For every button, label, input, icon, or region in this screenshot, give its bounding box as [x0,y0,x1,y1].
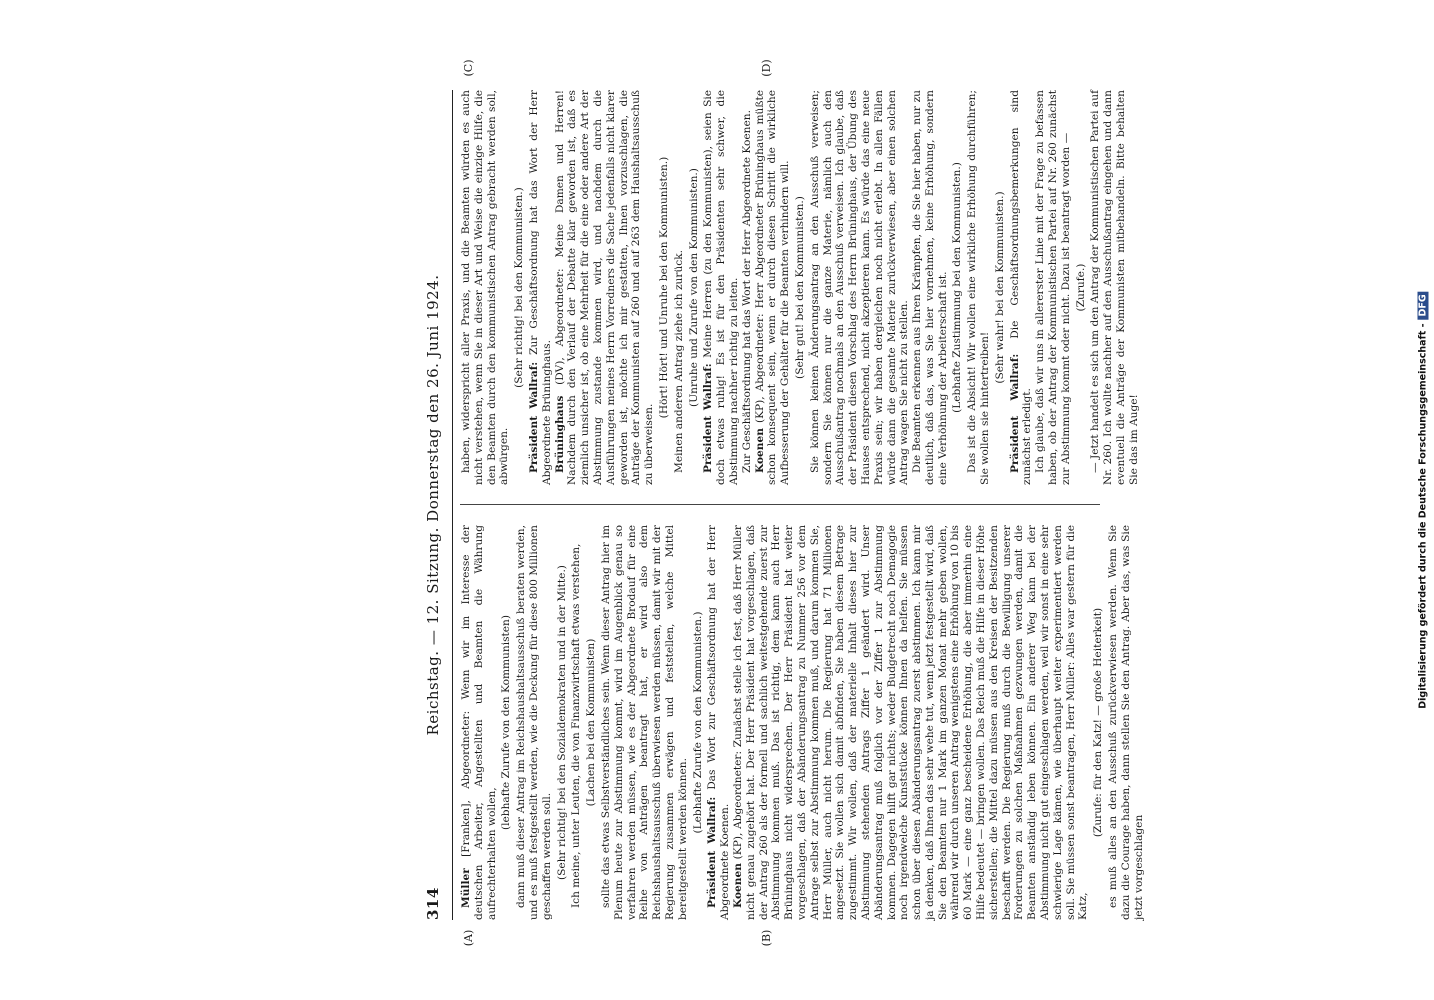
paragraph-text: Das ist die Absicht! Wir wollen eine wirkliche Erhöhung durchführen; Sie wollen sie hintertreiben! [966,90,992,485]
paragraph-text: Meinen anderen Antrag ziehe ich zurück. [672,250,685,473]
right-column [460,90,1140,485]
paragraph-text: Ich glaube, daß wir uns in allererster Linie mit der Frage zu befassen haben, ob der Antrag der Kommunistischen Partei auf Nr. 260 zunächst zur Abstimmung kommt oder nicht. Dazu ist beantragt worden — [1034,90,1072,485]
paragraph-text: dann muß dieser Antrag im Reichshaushaltsausschuß beraten werden, und es muß festgestellt werden, wie die Deckung für diese 800 Millionen geschaffen werden soll. [515,525,553,920]
credit-text: Digitalisierung gefördert durch die Deutsche Forschungsgemeinschaft - [1417,323,1429,709]
paragraph [911,90,949,485]
speaker-name: Präsident Wallraf: [702,363,715,473]
margin-marker-b: (B) [760,929,773,947]
column-divider [460,504,1100,505]
paragraph [460,525,498,920]
speaker-name: Präsident Wallraf: [1008,353,1021,473]
speaker-name: Präsident Wallraf: [706,796,719,908]
paragraph [515,525,553,920]
paragraph [732,525,1090,920]
paragraph-text: Meine Herren (zu den Kommunisten), seien Sie doch etwas ruhig! Es ist für den Präsidenten sehr schwer, die Abstimmung nachher richtig zu leiten. [702,90,740,485]
paragraph-text: Ich meine, unter Leuten, die von Finanzwirtschaft etwas verstehen, [570,543,583,908]
interjection: (Hört! Hört! und Unruhe bei den Kommunisten.) [657,156,670,419]
paragraph-text: — Jetzt handelt es sich um den Antrag der Kommunistischen Partei auf Nr. 260. Ich wollte nachher auf den Ausschußantrag eingehen und dann eventuell die Anträge der Kommunisten mitbehandeln. Bitte behalten Sie das im Auge! [1089,90,1140,485]
interjection: (Lebhafte Zurufe von den Kommunisten.) [691,611,704,834]
paragraph-text: Die Beamten erkennen aus Ihren Krämpfen, die Sie hier haben, nur zu deutlich, daß das, was Sie hier vornehmen, keine Erhöhung, sondern eine Verhöhnung der Arbeiterschaft ist. [911,90,949,485]
speaker-name: Koenen [753,428,766,473]
paragraph [966,90,992,485]
paragraph-text: es muß alles an den Ausschuß zurückverwiesen werden. Wenn Sie dazu die Courage haben, dann stellen Sie den Antrag. Aber das, was Sie jetzt vorgeschlagen [1107,525,1145,920]
speaker-name: Koenen [731,863,744,908]
interjection: (Lachen bei den Kommunisten) [585,638,598,807]
paragraph [706,525,732,920]
paragraph [570,525,583,920]
interjection: (Unruhe und Zurufe von den Kommunisten.) [687,168,700,407]
page-number: 314 [424,887,442,920]
paragraph-text: (KP), Abgeordneter: Zunächst stelle ich fest, daß Herr Müller nicht genau zugehört hat. Der Herr Präsident hat vorgeschlagen, daß der Antrag 260 als der formell und sachlich weitestgehende zuerst zur Abstimmung kommen muß. Das ist richtig, dem kann auch Herr Brüninghaus nicht widersprechen. Der Herr Präsident hat weiter vorgeschlagen, daß der Abänderungsantrag zu Nummer 256 vor dem Antrage selbst zur Abstimmung kommen muß, und darum kommen Sie, Herr Müller, auch nicht herum. Die Regierung hat 71 Millionen angesetzt. Sie wollen sich damit abfinden, Sie haben diesem Betrage zugestimmt. Wir wollen, daß der materielle Inhalt dieses hier zur Abstimmung stehenden Antrags Ziffer 1 geändert wird. Unser Abänderungsantrag muß folglich vor der Ziffer 1 zur Abstimmung kommen. Dagegen hilft gar nichts; weder Budgetrecht noch Demagogie noch irgendwelche Kunststücke können Ihnen da helfen. Sie müssen schon über diesen Abänderungsantrag zuerst abstimmen. Ich kann mir ja denken, daß Ihnen das sehr wehe tut, wenn jetzt festgestellt wird, daß Sie den Beamten nur 1 Mark im ganzen Monat mehr geben wollen, während wir durch unseren Antrag wenigstens eine Erhöhung von 10 bis 60 Mark — eine ganz bescheidene Erhöhung, die aber immerhin eine Hilfe bedeutet — bringen wollen. Das Reich muß die Hilfe in dieser Höhe sicherstellen; die Mittel dazu müssen aus den Kreisen der Besitzenden beschafft werden. Die Regierung muß durch die Bewilligung unserer Forderungen zu solchen Maßnahmen gezwungen werden, damit die Beamten anständig leben können. Ein anderer Weg kann bei der Abstimmung nicht gut eingeschlagen werden, weil wir sonst in eine sehr schwierige Lage kämen, wie überhaupt weiter experimentiert werden soll. Sie müssen sonst beantragen, Herr Müller: Alles war gestern für die Katz, [731,525,1090,920]
paragraph [1089,90,1140,485]
interjection: (lebhafte Zurufe von den Kommunisten) [500,615,513,830]
interjection: (Sehr richtig! bei den Sozialdemokraten und in der Mitte.) [555,565,568,880]
paragraph-text: haben, widerspricht aller Praxis, und die Beamten würden es auch nicht verstehen, wenn Sie in dieser Art und Weise die einzige Hilfe, die den Beamten durch den kommunistischen Antrag gebracht werden soll, abwürgen. [460,90,511,485]
paragraph [809,90,911,485]
left-column [460,525,1145,920]
paragraph [600,525,690,920]
paragraph [1034,90,1072,485]
margin-marker-a: (A) [462,929,475,947]
running-title: Reichstag. — 12. Sitzung. Donnerstag den 26. Juni 1924. [424,274,442,736]
interjection: (Zurufe: für den Katz! — große Heiterkeit) [1092,607,1105,838]
paragraph-text: Das Wort zur Geschäftsordnung hat der Herr Abgeordnete Koenen. [706,525,732,920]
paragraph-text: sollte das etwas Selbstverständliches sein. Wenn dieser Antrag hier im Plenum heute zur Abstimmung kommt, wird im Augenblick genau so verfahren werden müssen, wie es der Abgeordnete Brodauf für eine Reihe von Anträgen beantragt hat, er wird also dem Reichshaushaltsausschuß überwiesen werden müssen, damit wir mit der Regierung zusammen erwägen und feststellen, welche Mittel bereitgestellt werden können. [599,525,689,920]
paragraph [528,90,554,485]
interjection: (Sehr wahr! bei den Kommunisten.) [993,191,1006,384]
paragraph [554,90,656,485]
paragraph [1107,525,1145,920]
paragraph [702,90,740,485]
paragraph-text: Die Geschäftsordnungsbemerkungen sind zunächst erledigt. [1008,90,1034,485]
interjection: (Sehr richtig! bei den Kommunisten.) [513,187,526,388]
paragraph [1009,90,1035,485]
margin-marker-d: (D) [760,59,773,77]
paragraph [754,90,792,485]
interjection: (Sehr gut! bei den Kommunisten.) [793,196,806,379]
paragraph [673,90,686,485]
digitization-credit [1416,10,1430,990]
speaker-name: Müller [460,868,472,908]
paragraph-text: [Franken], Abgeordneter: Wenn wir im Interesse der deutschen Arbeiter, Angestellten und Beamten die Währung aufrechterhalten wollen, [460,525,498,920]
speaker-name: Präsident Wallraf: [527,361,540,473]
paragraph [460,90,511,485]
header-rule [452,90,453,920]
paragraph-text: Zur Geschäftsordnung hat das Wort der Herr Abgeordnete Brüninghaus. [527,90,553,485]
margin-marker-c: (C) [462,59,475,77]
paragraph-text: Zur Geschäftsordnung hat das Wort der Herr Abgeordnete Koenen. [740,110,753,473]
paragraph-text: (KP), Abgeordneter: Herr Abgeordneter Brüninghaus müßte schon konsequent sein, wenn er durch diesen Schritt die wirkliche Aufbesserung der Gehälter für die Beamten verhindern will. [753,90,792,485]
dfg-logo: DFG [1418,291,1429,319]
paragraph-text: (DV), Abgeordneter: Meine Damen und Herren! Nachdem durch den Verlauf der Debatte klar geworden ist, daß es ziemlich unsicher ist, ob eine Mehrheit für die eine oder andere Art der Abstimmung zustande kommen wird, und nachdem durch die Ausführungen meines Herrn Vorredners die Sache jedenfalls nicht klarer geworden ist, möchte ich mir gestatten, Ihnen vorzuschlagen, die Anträge der Kommunisten auf 260 und auf 263 dem Haushaltsausschuß zu überweisen. [553,90,656,485]
paragraph [741,90,754,485]
document-page [420,59,1145,947]
speaker-name: Brüninghaus [553,395,566,473]
interjection: (Lebhafte Zustimmung bei den Kommunisten.) [951,162,964,413]
paragraph-text: Sie können keinen Änderungsantrag an den Ausschuß verweisen; sondern Sie können nur die ganze Materie, nämlich auch den Ausschußantrag nochmals an den Ausschuß verweisen. Ich glaube, daß der Präsident diesen Vorschlag des Herrn Brüninghaus, der Übung des Hauses entsprechend, nicht akzeptieren kann. Es würde das eine neue Praxis sein; wir haben dergleichen noch nicht erlebt. In allen Fällen würde dann die gesamte Materie zurückverwiesen, aber einen solchen Antrag wagen Sie nicht zu stellen. [808,90,911,485]
page-header [420,90,450,920]
interjection: (Zurufe.) [1074,263,1087,312]
